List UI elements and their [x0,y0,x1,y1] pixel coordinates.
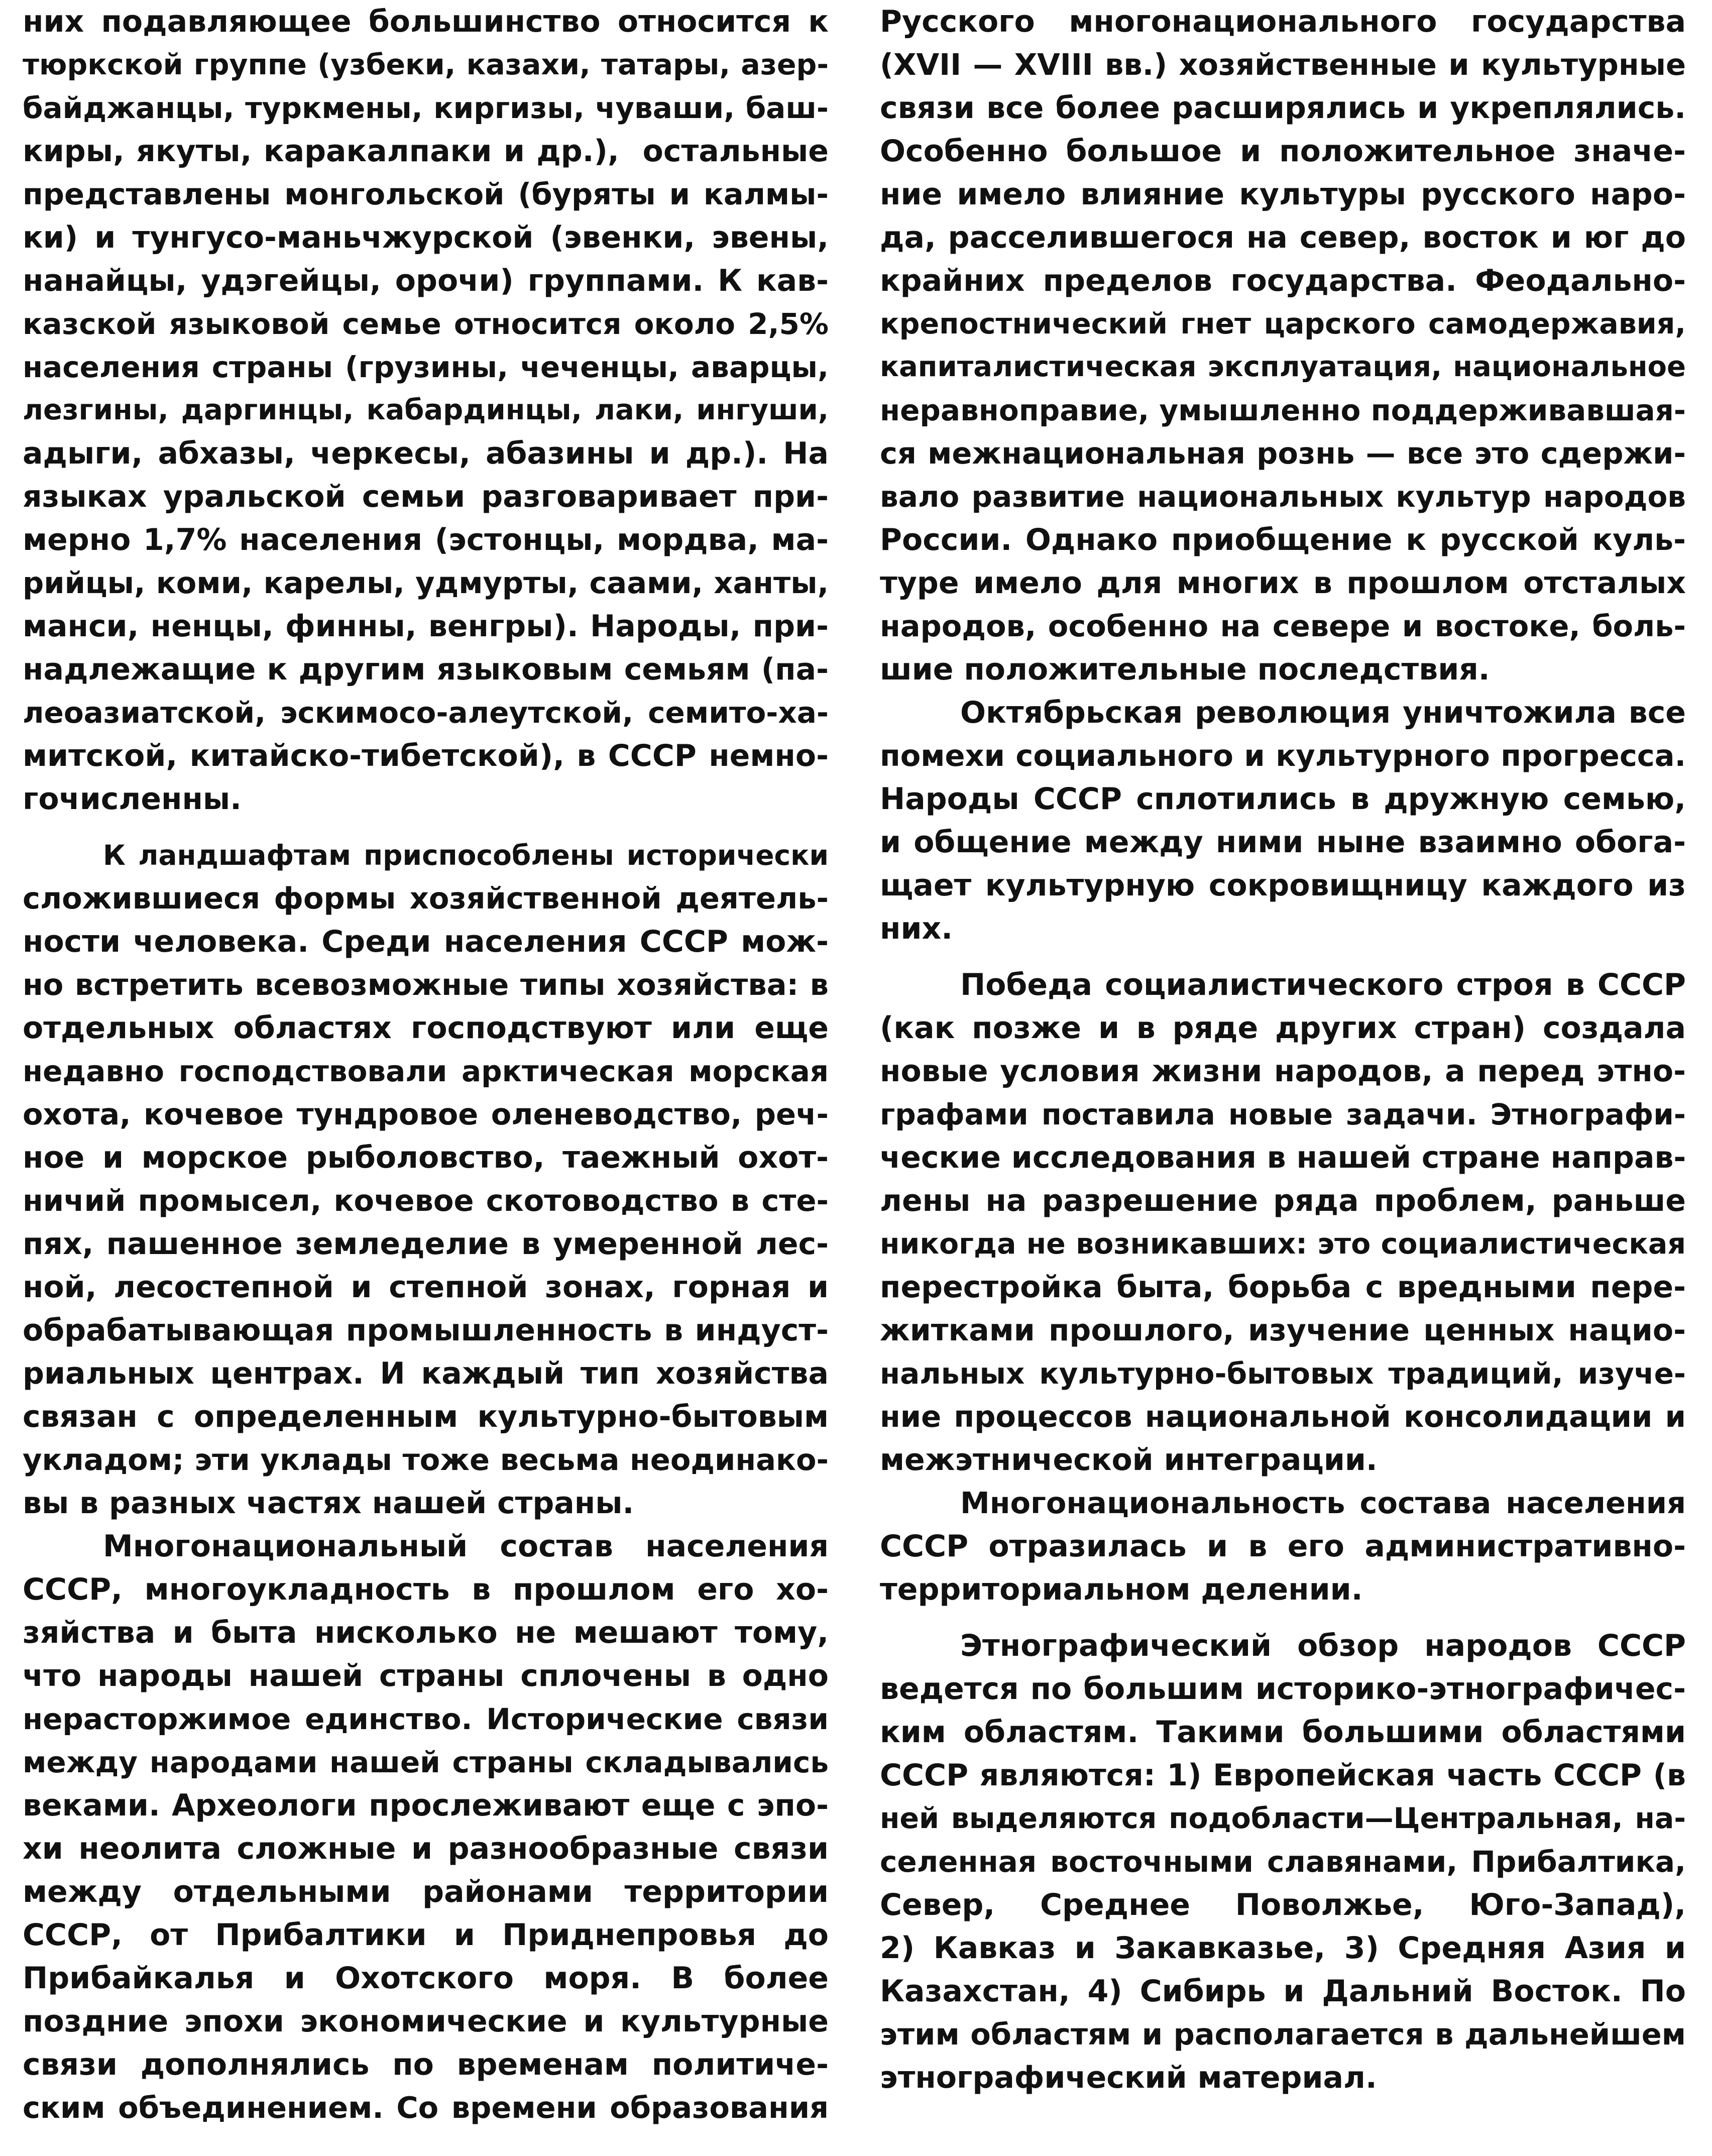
text-line: графами поставила новые задачи. Этнографи- [880,1097,1686,1131]
text-line: ное и морское рыболовство, таежный охот- [23,1140,829,1175]
text-line: казской языковой семье относится около 2,5% [23,307,829,341]
text-line: связи все более расширялись и укреплялись. [880,90,1686,126]
text-line: К ландшафтам приспособлены исторически [103,839,829,871]
text-line: рийцы, коми, карелы, удмурты, саами, ханты, [23,565,829,600]
text-line: укладом; эти уклады тоже весьма неодинако- [23,1442,829,1477]
text-line: ческие исследования в нашей стране направ- [880,1140,1686,1175]
text-line: лены на разрешение ряда проблем, раньше [880,1183,1686,1218]
text-line: охота, кочевое тундровое оленеводство, реч- [23,1097,829,1131]
text-line: хи неолита сложные и разнообразные связи [23,1831,829,1866]
text-line: Прибайкалья и Охотского моря. В более [23,1961,829,1996]
text-line: межэтнической интеграции. [880,1442,1378,1478]
text-line: Казахстан, 4) Сибирь и Дальний Восток. По [880,1974,1686,2009]
text-line: Север, Среднее Поволжье, Юго-Запад), [880,1887,1686,1922]
text-line: ной, лесостепной и степной зонах, горная и [23,1270,829,1305]
text-line: леоазиатской, эскимосо-алеутской, семито-ха- [23,696,829,730]
text-line: да, расселившегося на север, восток и юг до [880,220,1686,255]
text-line: языках уральской семьи разговаривает при- [23,479,829,514]
paragraph-gap [880,950,1686,963]
text-line: России. Однако приобщение к русской куль- [880,522,1686,557]
text-line: крепостнический гнет царского самодержавия, [880,307,1686,341]
text-line: СССР, от Прибалтики и Приднепровья до [23,1917,829,1953]
text-line: отдельных областях господствуют или еще [23,1010,829,1046]
text-line: манси, ненцы, финны, венгры). Народы, при- [23,609,829,644]
text-line: и общение между ними ныне взаимно обога- [880,825,1686,860]
text-line: между народами нашей страны складывались [23,1745,829,1779]
text-line: нерасторжимое единство. Исторические связи [23,1702,829,1736]
text-line: (XVII — XVIII вв.) хозяйственные и культурные [880,47,1686,82]
text-line: ким областям. Такими большими областями [880,1715,1686,1750]
text-line: мерно 1,7% населения (эстонцы, мордва, ма- [23,522,829,557]
text-line: них подавляющее большинство относится к [23,4,829,39]
text-line: неравноправие, умышленно поддерживавшая- [880,393,1686,427]
text-line: Октябрьская революция уничтожила все [960,695,1686,730]
text-line: перестройка быта, борьба с вредными пере- [880,1270,1686,1305]
text-line: митской, китайско-тибетской), в СССР немно- [23,738,829,773]
text-line: тюркской группе (узбеки, казахи, татары, азер- [23,48,829,81]
text-line: них. [880,911,953,946]
text-line: ки) и тунгусо-маньчжурской (эвенки, эвены, [23,220,829,255]
text-line: Народы СССР сплотились в дружную семью, [880,781,1686,817]
text-line: но встретить всевозможные типы хозяйства: в [23,967,829,1002]
text-line: Этнографический обзор народов СССР [960,1628,1686,1663]
text-line: ней выделяются подобласти—Центральная, на- [880,1802,1686,1835]
right-text-column [880,0,1686,2156]
text-line: ние процессов национальной консолидации и [880,1399,1686,1434]
text-line: Русского многонационального государства [880,4,1686,39]
text-line: крайних пределов государства. Феодально- [880,263,1686,298]
text-line: новые условия жизни народов, а перед этно- [880,1054,1686,1089]
text-line: байджанцы, туркмены, киргизы, чуваши, баш- [23,91,829,125]
text-line: зяйства и быта нисколько не мешают тому, [23,1615,829,1650]
text-line: адыги, абхазы, черкесы, абазины и др.). На [23,436,829,471]
text-line: щает культурную сокровищницу каждого из [880,868,1686,903]
text-line: СССР отразилась и в его административно- [880,1529,1686,1564]
text-line: Многонациональность состава населения [960,1486,1686,1520]
text-line: СССР являются: 1) Европейская часть СССР (в [880,1758,1686,1793]
text-line: ведется по большим историко-этнографичес- [880,1671,1686,1707]
text-line: риальных центрах. И каждый тип хозяйства [23,1356,829,1391]
text-line: недавно господствовали арктическая морская [23,1054,829,1088]
text-line: лезгины, даргинцы, кабардинцы, лаки, ингуши, [23,394,829,426]
text-line: никогда не возникавших: это социалистическая [880,1227,1686,1261]
text-line: Победа социалистического строя в СССР [960,967,1686,1002]
text-line: поздние эпохи экономические и культурные [23,2004,829,2039]
text-line: помехи социального и культурного прогресса. [880,738,1686,773]
text-line: связан с определенным культурно-бытовым [23,1399,829,1434]
text-line: нанайцы, удэгейцы, орочи) группами. К кав- [23,263,829,298]
text-line: шие положительные последствия. [880,652,1490,687]
text-line: связи дополнялись по временам политиче- [23,2047,829,2082]
text-line: сложившиеся формы хозяйственной деятель- [23,881,829,916]
text-line: ским объединением. Со времени образования [23,2090,829,2125]
text-line: Особенно большое и положительное значе- [880,134,1686,169]
text-line: населения страны (грузины, чеченцы, аварцы, [23,350,829,384]
text-line: 2) Кавказ и Закавказье, 3) Средняя Азия и [880,1931,1686,1966]
text-line: киры, якуты, каракалпаки и др.), остальные [23,134,829,169]
left-text-column [23,0,829,2156]
text-line: СССР, многоукладность в прошлом его хо- [23,1572,829,1607]
text-line: народов, особенно на севере и востоке, боль- [880,609,1686,643]
text-line: ся межнациональная рознь — все это сдержи- [880,436,1686,471]
text-line: вы в разных частях нашей страны. [23,1486,634,1521]
text-line: туре имело для многих в прошлом отсталых [880,565,1686,601]
text-line: селенная восточными славянами, Прибалтика, [880,1845,1686,1879]
text-line: представлены монгольской (буряты и калмы- [23,177,829,211]
paragraph-gap [23,821,829,834]
text-line: пях, пашенное земледелие в умеренной лес- [23,1226,829,1262]
text-line: этнографический материал. [880,2060,1377,2095]
text-line: обрабатывающая промышленность в индуст- [23,1313,829,1348]
text-line: что народы нашей страны сплочены в одно [23,1658,829,1693]
text-line: вало развитие национальных культур народов [880,480,1686,514]
text-line: веками. Археологи прослеживают еще с эпо- [23,1788,829,1823]
text-line: гочисленны. [23,781,242,817]
text-line: ние имело влияние культуры русского наро- [880,177,1686,212]
text-line: надлежащие к другим языковым семьям (па- [23,652,829,687]
text-line: территориальном делении. [880,1572,1363,1607]
text-line: (как позже и в ряде других стран) создала [880,1010,1686,1046]
paragraph-gap [880,1611,1686,1624]
text-line: капиталистическая эксплуатация, национальное [880,351,1686,383]
text-line: ности человека. Среди населения СССР мож- [23,924,829,959]
text-line: житками прошлого, изучение ценных нацио- [880,1313,1686,1348]
text-line: ничий промысел, кочевое скотоводство в сте- [23,1183,829,1218]
text-line: этим областям и располагается в дальнейшем [880,2017,1686,2052]
text-line: нальных культурно-бытовых традиций, изуче- [880,1356,1686,1391]
text-line: между отдельными районами территории [23,1874,829,1909]
text-line: Многонациональный состав населения [103,1529,829,1564]
